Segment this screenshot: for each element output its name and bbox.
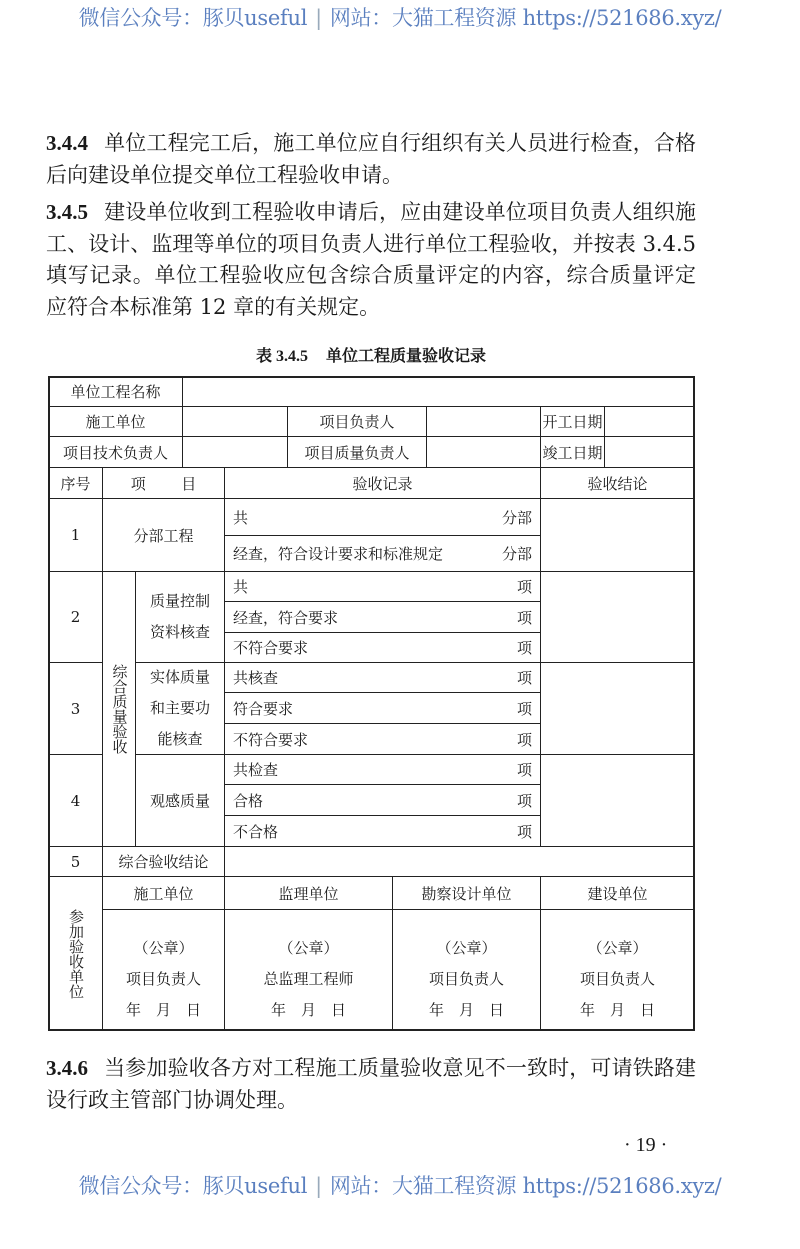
record-unit: 分部 — [501, 508, 532, 527]
row4-conclusion[interactable] — [540, 754, 695, 847]
record-unit: 项 — [516, 578, 532, 596]
table-title: 单位工程质量验收记录 — [326, 346, 487, 365]
label-tech-manager: 项目技术负责人 — [48, 436, 183, 468]
record-unit: 项 — [516, 669, 532, 687]
row2-record-2[interactable] — [224, 601, 541, 633]
clause-text: 建设单位收到工程验收申请后，应由建设单位项目负责人组织施工、设计、监理等单位的项目负责人进行单位工程验收，并按表 3.4.5 填写记录。单位工程验收应包含综合质量评定的内容，综合质量评定应符合本标准第 12 章的有关规定。 — [46, 200, 696, 319]
field-project-name[interactable] — [182, 376, 695, 407]
row3-item-line1: 实体质量 — [149, 668, 210, 686]
field-end-date[interactable] — [604, 436, 695, 468]
col-seq: 序号 — [48, 467, 103, 499]
record-label: 经查，符合设计要求和标准规定 — [233, 545, 444, 563]
record-label: 合格 — [233, 791, 264, 810]
label-end-date: 竣工日期 — [540, 436, 605, 468]
clause-text: 单位工程完工后，施工单位应自行组织有关人员进行检查，合格后向建设单位提交单位工程验收申请。 — [46, 131, 696, 187]
clause-3-4-5 — [46, 197, 696, 323]
label-construction-unit: 施工单位 — [48, 406, 183, 437]
clause-3-4-6 — [46, 1053, 696, 1116]
row4-item: 观感质量 — [135, 754, 225, 847]
record-label: 不符合要求 — [233, 639, 309, 657]
record-label: 符合要求 — [233, 699, 294, 718]
group-label-cell — [102, 571, 136, 847]
label-quality-manager: 项目质量负责人 — [287, 436, 427, 468]
record-unit: 项 — [516, 608, 532, 627]
record-label: 共检查 — [233, 761, 279, 779]
row3-record-2[interactable] — [224, 692, 541, 724]
record-label: 共 — [233, 508, 249, 527]
clause-number: 3.4.4 — [46, 131, 88, 155]
row2-record-1[interactable] — [224, 571, 541, 602]
page-number: · 19 · — [624, 1134, 668, 1156]
watermark-separator: | — [315, 1174, 322, 1198]
col-item — [102, 467, 225, 499]
clause-3-4-4 — [46, 128, 696, 191]
label-project-manager: 项目负责人 — [287, 406, 427, 437]
signer: 项目负责人 — [125, 970, 201, 988]
row5-seq: 5 — [48, 846, 103, 877]
seal: （公章） — [436, 939, 497, 957]
record-label: 不合格 — [233, 822, 279, 841]
watermark-top — [0, 2, 800, 32]
record-label: 不符合要求 — [233, 730, 309, 749]
row2-item — [135, 571, 225, 663]
watermark-left: 微信公众号：豚贝useful — [78, 1174, 308, 1198]
record-unit: 项 — [516, 699, 532, 718]
row3-conclusion[interactable] — [540, 662, 695, 755]
row4-record-1[interactable] — [224, 754, 541, 785]
table-number: 表 3.4.5 — [255, 348, 308, 365]
participant-name-1: 施工单位 — [102, 876, 225, 910]
row4-record-3[interactable] — [224, 815, 541, 847]
record-unit: 项 — [516, 791, 532, 810]
row4-seq: 4 — [48, 754, 103, 847]
field-start-date[interactable] — [604, 406, 695, 437]
participants-label: 参加验收单位 — [67, 908, 85, 999]
row1-seq: 1 — [48, 498, 103, 572]
watermark-separator: | — [315, 6, 322, 30]
date: 年 月 日 — [125, 1001, 201, 1019]
clause-text: 当参加验收各方对工程施工质量验收意见不一致时，可请铁路建设行政主管部门协调处理。 — [46, 1056, 696, 1112]
record-label: 共核查 — [233, 669, 279, 687]
participant-sign-4[interactable] — [540, 909, 695, 1031]
participant-name-3: 勘察设计单位 — [392, 876, 541, 910]
watermark-right: 网站：大猫工程资源 https://521686.xyz/ — [329, 6, 722, 30]
participant-name-4: 建设单位 — [540, 876, 695, 910]
field-tech-manager[interactable] — [182, 436, 288, 468]
row2-item-line2: 资料核查 — [149, 623, 210, 641]
row3-item-line2: 和主要功 — [149, 699, 210, 717]
col-item-b: 目 — [181, 474, 197, 493]
seal: （公章） — [133, 939, 194, 957]
row2-conclusion[interactable] — [540, 571, 695, 663]
field-project-manager[interactable] — [426, 406, 541, 437]
participants-label-cell — [48, 876, 103, 1031]
label-start-date: 开工日期 — [540, 406, 605, 437]
field-construction-unit[interactable] — [182, 406, 288, 437]
col-item-a: 项 — [130, 474, 146, 493]
row4-record-2[interactable] — [224, 784, 541, 816]
seal: （公章） — [278, 939, 339, 957]
record-unit: 项 — [516, 730, 532, 749]
row5-conclusion-field[interactable] — [224, 846, 695, 877]
watermark-right: 网站：大猫工程资源 https://521686.xyz/ — [329, 1174, 722, 1198]
record-unit: 项 — [516, 761, 532, 779]
row3-record-1[interactable] — [224, 662, 541, 693]
row2-seq: 2 — [48, 571, 103, 663]
group-label: 综合质量验收 — [110, 664, 129, 754]
col-record: 验收记录 — [224, 467, 541, 499]
date: 年 月 日 — [428, 1001, 504, 1019]
row2-record-3[interactable] — [224, 632, 541, 663]
clause-number: 3.4.6 — [46, 1056, 88, 1080]
signer: 总监理工程师 — [263, 970, 354, 988]
signer: 项目负责人 — [428, 970, 504, 988]
date: 年 月 日 — [270, 1001, 346, 1019]
record-label: 经查，符合要求 — [233, 608, 339, 627]
watermark-bottom — [0, 1170, 800, 1200]
participant-sign-1[interactable] — [102, 909, 225, 1031]
signer: 项目负责人 — [579, 970, 655, 988]
row5-item: 综合验收结论 — [102, 846, 225, 877]
row1-record-2[interactable] — [224, 535, 541, 572]
watermark-left: 微信公众号：豚贝useful — [78, 6, 308, 30]
seal: （公章） — [587, 939, 648, 957]
row3-seq: 3 — [48, 662, 103, 755]
participant-name-2: 监理单位 — [224, 876, 393, 910]
participant-sign-2[interactable] — [224, 909, 393, 1031]
row3-record-3[interactable] — [224, 723, 541, 755]
clause-number: 3.4.5 — [46, 200, 88, 224]
table-caption — [0, 343, 742, 366]
row2-item-line1: 质量控制 — [149, 592, 210, 610]
record-label: 共 — [233, 578, 249, 596]
record-unit: 项 — [516, 639, 532, 657]
col-conclusion: 验收结论 — [540, 467, 695, 499]
row1-record-1[interactable] — [224, 498, 541, 536]
label-project-name: 单位工程名称 — [48, 376, 183, 407]
record-unit: 分部 — [501, 545, 532, 563]
row3-item-line3: 能核查 — [157, 730, 203, 748]
row1-conclusion[interactable] — [540, 498, 695, 572]
record-unit: 项 — [516, 822, 532, 841]
row1-item: 分部工程 — [102, 498, 225, 572]
date: 年 月 日 — [579, 1001, 655, 1019]
participant-sign-3[interactable] — [392, 909, 541, 1031]
row3-item — [135, 662, 225, 755]
field-quality-manager[interactable] — [426, 436, 541, 468]
